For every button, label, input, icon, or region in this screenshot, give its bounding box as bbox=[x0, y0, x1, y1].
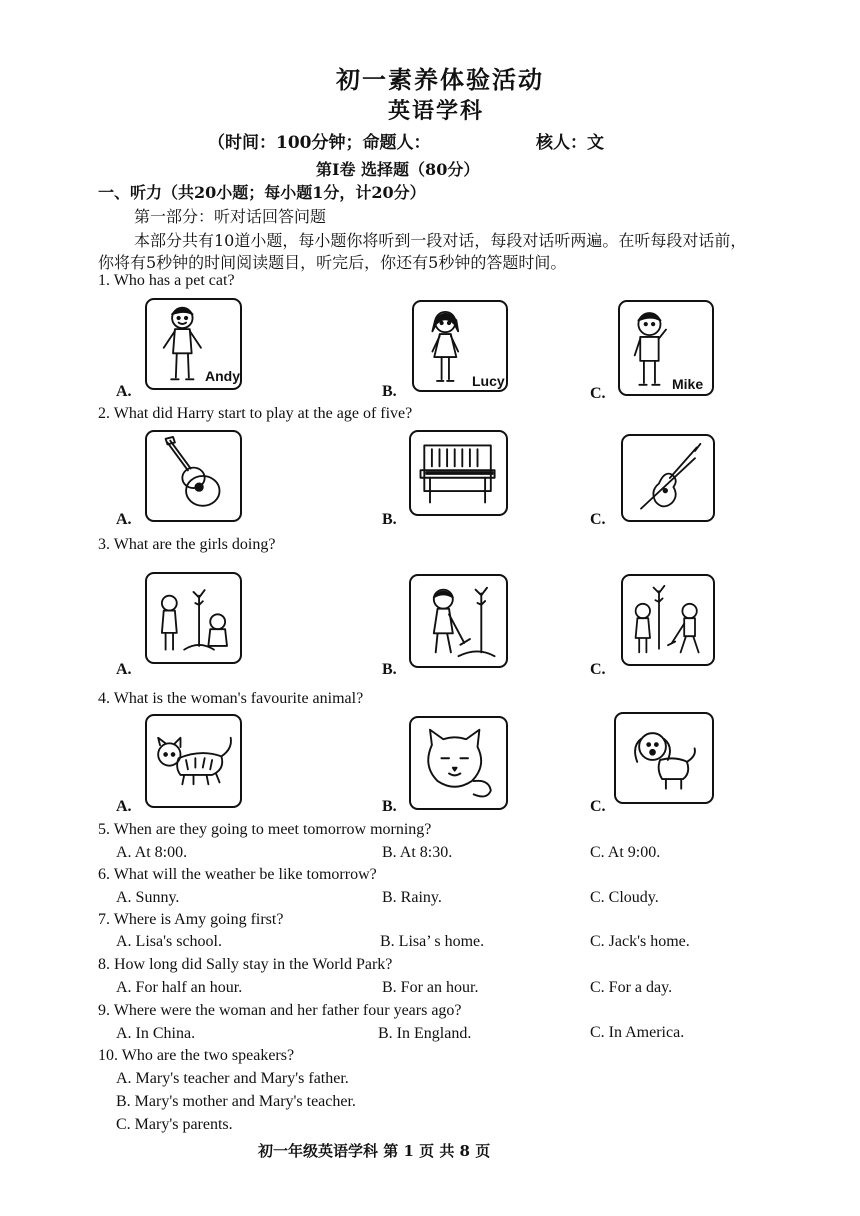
option-b: B. At 8:30. bbox=[382, 844, 453, 861]
option-letter: B. bbox=[382, 661, 397, 678]
guitar-icon bbox=[147, 432, 240, 520]
instruction-line-2: 你将有5秒钟的时间阅读题目，听完后，你还有5秒钟的答题时间。 bbox=[98, 253, 567, 272]
question-10: 10. Who are the two speakers? bbox=[98, 1047, 295, 1064]
option-name-label: Mike bbox=[672, 376, 704, 392]
option-b: B. Rainy. bbox=[382, 889, 442, 906]
option-picture[interactable] bbox=[409, 716, 508, 810]
option-picture[interactable] bbox=[145, 298, 242, 390]
question-3: 3. What are the girls doing? bbox=[98, 536, 276, 553]
option-picture[interactable] bbox=[618, 300, 714, 396]
option-c: C. Cloudy. bbox=[590, 889, 659, 906]
option-picture[interactable] bbox=[621, 574, 715, 666]
option-a: A. Mary's teacher and Mary's father. bbox=[116, 1070, 349, 1087]
girls-planting-icon bbox=[147, 574, 240, 662]
option-picture[interactable] bbox=[145, 430, 242, 522]
option-letter: C. bbox=[590, 385, 606, 402]
cat-icon bbox=[411, 718, 506, 808]
dog-icon bbox=[616, 714, 712, 802]
option-c: C. At 9:00. bbox=[590, 844, 661, 861]
volume-heading: 第Ⅰ卷 选择题（80分） bbox=[316, 160, 480, 179]
option-picture[interactable] bbox=[145, 714, 242, 808]
option-b: B. For an hour. bbox=[382, 979, 479, 996]
option-letter: A. bbox=[116, 661, 132, 678]
option-c: C. In America. bbox=[590, 1024, 685, 1041]
question-1: 1. Who has a pet cat? bbox=[98, 272, 235, 289]
option-c: C. For a day. bbox=[590, 979, 673, 996]
question-9: 9. Where were the woman and her father four years ago? bbox=[98, 1002, 462, 1019]
section-heading: 一、听力（共20小题；每小题1分，计20分） bbox=[98, 183, 426, 202]
option-b: B. Mary's mother and Mary's teacher. bbox=[116, 1093, 356, 1110]
option-letter: A. bbox=[116, 511, 132, 528]
exam-subject: 英语学科 bbox=[388, 98, 485, 124]
question-7: 7. Where is Amy going first? bbox=[98, 911, 284, 928]
question-8: 8. How long did Sally stay in the World Park? bbox=[98, 956, 393, 973]
option-letter: C. bbox=[590, 511, 606, 528]
question-6: 6. What will the weather be like tomorrow? bbox=[98, 866, 377, 883]
option-c: C. Mary's parents. bbox=[116, 1116, 233, 1133]
piano-icon bbox=[411, 432, 506, 514]
option-c: C. Jack's home. bbox=[590, 933, 690, 950]
exam-info-right: 核人：文 bbox=[536, 133, 604, 153]
option-picture[interactable] bbox=[412, 300, 508, 392]
violin-icon bbox=[623, 436, 713, 520]
option-letter: B. bbox=[382, 798, 397, 815]
part-heading: 第一部分：听对话回答问题 bbox=[134, 207, 327, 226]
question-4: 4. What is the woman's favourite animal? bbox=[98, 690, 364, 707]
exam-info-left: （时间：100分钟；命题人： bbox=[208, 133, 431, 153]
option-picture[interactable] bbox=[409, 574, 508, 668]
option-name-label: Lucy bbox=[472, 373, 505, 389]
tiger-icon bbox=[147, 716, 240, 806]
option-name-label: Andy bbox=[205, 368, 240, 384]
option-a: A. Sunny. bbox=[116, 889, 180, 906]
option-b: B. In England. bbox=[378, 1025, 472, 1042]
option-letter: A. bbox=[116, 798, 132, 815]
option-letter: A. bbox=[116, 383, 132, 400]
boy-girl-planting-icon bbox=[623, 576, 713, 664]
option-b: B. Lisa’ s home. bbox=[380, 933, 485, 950]
page-footer: 初一年级英语学科 第 1 页 共 8 页 bbox=[258, 1142, 491, 1160]
question-5: 5. When are they going to meet tomorrow morning? bbox=[98, 821, 432, 838]
option-a: A. For half an hour. bbox=[116, 979, 243, 996]
option-a: A. Lisa's school. bbox=[116, 933, 222, 950]
option-a: A. At 8:00. bbox=[116, 844, 188, 861]
option-picture[interactable] bbox=[145, 572, 242, 664]
option-a: A. In China. bbox=[116, 1025, 196, 1042]
girl-digging-icon bbox=[411, 576, 506, 666]
option-letter: B. bbox=[382, 383, 397, 400]
option-letter: C. bbox=[590, 798, 606, 815]
option-picture[interactable] bbox=[621, 434, 715, 522]
question-2: 2. What did Harry start to play at the age of five? bbox=[98, 405, 413, 422]
exam-title: 初一素养体验活动 bbox=[336, 65, 544, 94]
option-picture[interactable] bbox=[614, 712, 714, 804]
instruction-line-1: 本部分共有10道小题，每小题你将听到一段对话，每段对话听两遍。在听每段对话前， bbox=[134, 231, 747, 250]
option-letter: C. bbox=[590, 661, 606, 678]
option-letter: B. bbox=[382, 511, 397, 528]
option-picture[interactable] bbox=[409, 430, 508, 516]
